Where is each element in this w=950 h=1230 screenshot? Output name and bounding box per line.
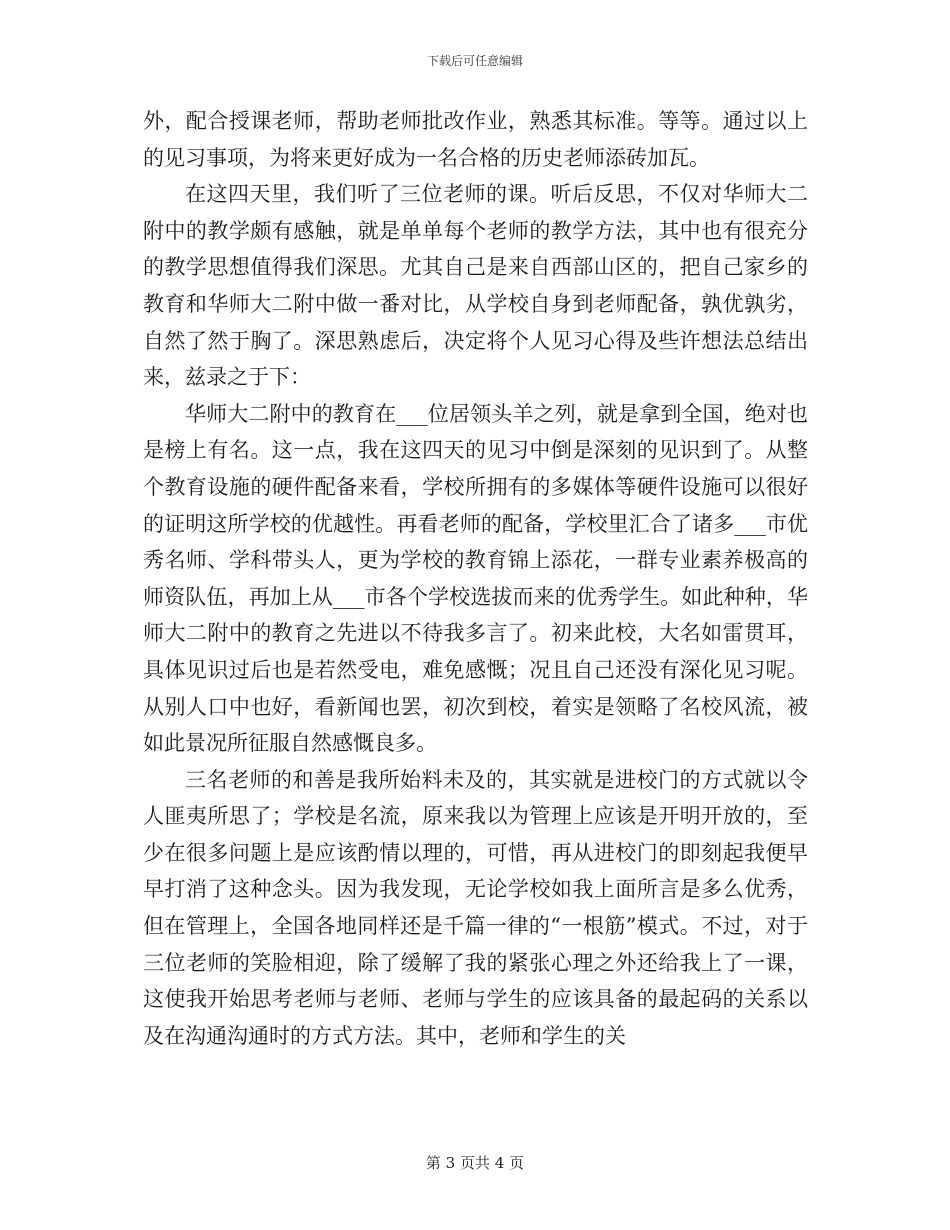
document-body <box>143 103 808 1054</box>
paragraph-1: 外，配合授课老师，帮助老师批改作业，熟悉其标准。等等。通过以上的见习事项，为将来更好成为一名合格的历史老师添砖加瓦。 <box>143 109 808 170</box>
page-header: 下载后可任意编辑 <box>426 54 523 68</box>
paragraph-3: 华师大二附中的教育在___位居领头羊之列，就是拿到全国，绝对也是榜上有名。这一点，我在这四天的见习中倒是深刻的见识到了。从整个教育设施的硬件配备来看，学校所拥有的多媒体等硬件设施可以很好的证明这所学校的优越性。再看老师的配备，学校里汇合了诸多___市优秀名师、学科带头人，更为学校的教育锦上添花，一群专业素养极高的师资队伍，再加上从___市各个学校选拔而来的优秀学生。如此种种，华师大二附中的教育之先进以不待我多言了。初来此校，大名如雷贯耳，具体见识过后也是若然受电，难免感慨；况且自己还没有深化见习呢。从别人口中也好，看新闻也罢，初次到校，着实是领略了名校风流，被如此景况所征服自然感慨良多。 <box>143 401 808 756</box>
paragraph-2: 在这四天里，我们听了三位老师的课。听后反思，不仅对华师大二附中的教学颇有感触，就是单单每个老师的教学方法，其中也有很充分的教学思想值得我们深思。尤其自己是来自西部山区的，把自己家乡的教育和华师大二附中做一番对比，从学校自身到老师配备，孰优孰劣，自然了然于胸了。深思熟虑后，决定将个人见习心得及些许想法总结出来，兹录之于下： <box>143 182 808 390</box>
paragraph-4: 三名老师的和善是我所始料未及的，其实就是进校门的方式就以令人匪夷所思了；学校是名流，原来我以为管理上应该是开明开放的，至少在很多问题上是应该酌情以理的，可惜，再从进校门的即刻起我便早早打消了这种念头。因为我发现，无论学校如我上面所言是多么优秀，但在管理上，全国各地同样还是千篇一律的“一根筋”模式。不过，对于三位老师的笑脸相迎，除了缓解了我的紧张心理之外还给我上了一课，这使我开始思考老师与老师、老师与学生的应该具备的最起码的关系以及在沟通沟通时的方式方法。其中，老师和学生的关 <box>143 767 808 1048</box>
page-number: 第 3 页共 4 页 <box>425 1154 525 1172</box>
